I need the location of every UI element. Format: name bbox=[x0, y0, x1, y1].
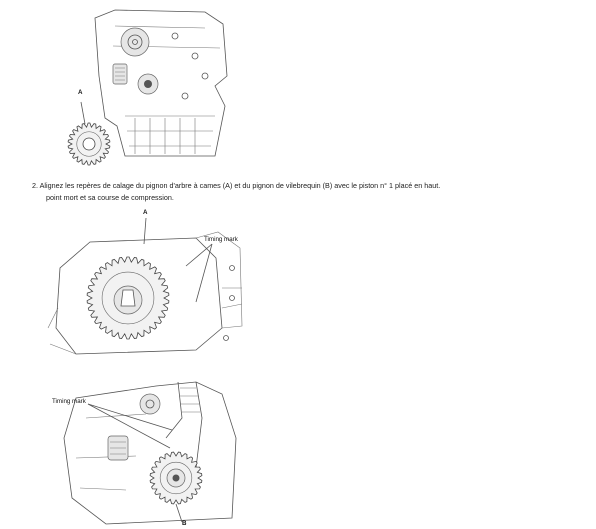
timing-mark-label: Timing mark bbox=[52, 398, 86, 405]
label-b: B bbox=[182, 520, 187, 527]
step-2-line-2: point mort et sa course de compression. bbox=[46, 193, 174, 202]
step-2-line-1: 2. Alignez les repères de calage du pignon d'arbre à cames (A) et du pignon de vilebrequin (B) avec le piston n° 1 placé en haut. bbox=[32, 181, 441, 190]
engine-drawing-2 bbox=[46, 208, 246, 360]
label-a: A bbox=[143, 209, 148, 216]
figure-crankshaft-timing-mark bbox=[46, 378, 246, 529]
engine-drawing-1 bbox=[55, 6, 245, 166]
sprocket-hub bbox=[83, 138, 95, 150]
step-2-instruction bbox=[32, 180, 572, 204]
figure-camshaft-timing-mark bbox=[46, 208, 246, 360]
figure-camshaft-sprocket-removal bbox=[55, 6, 245, 166]
timing-mark-label: Timing mark bbox=[204, 236, 238, 243]
label-a: A bbox=[78, 89, 83, 96]
